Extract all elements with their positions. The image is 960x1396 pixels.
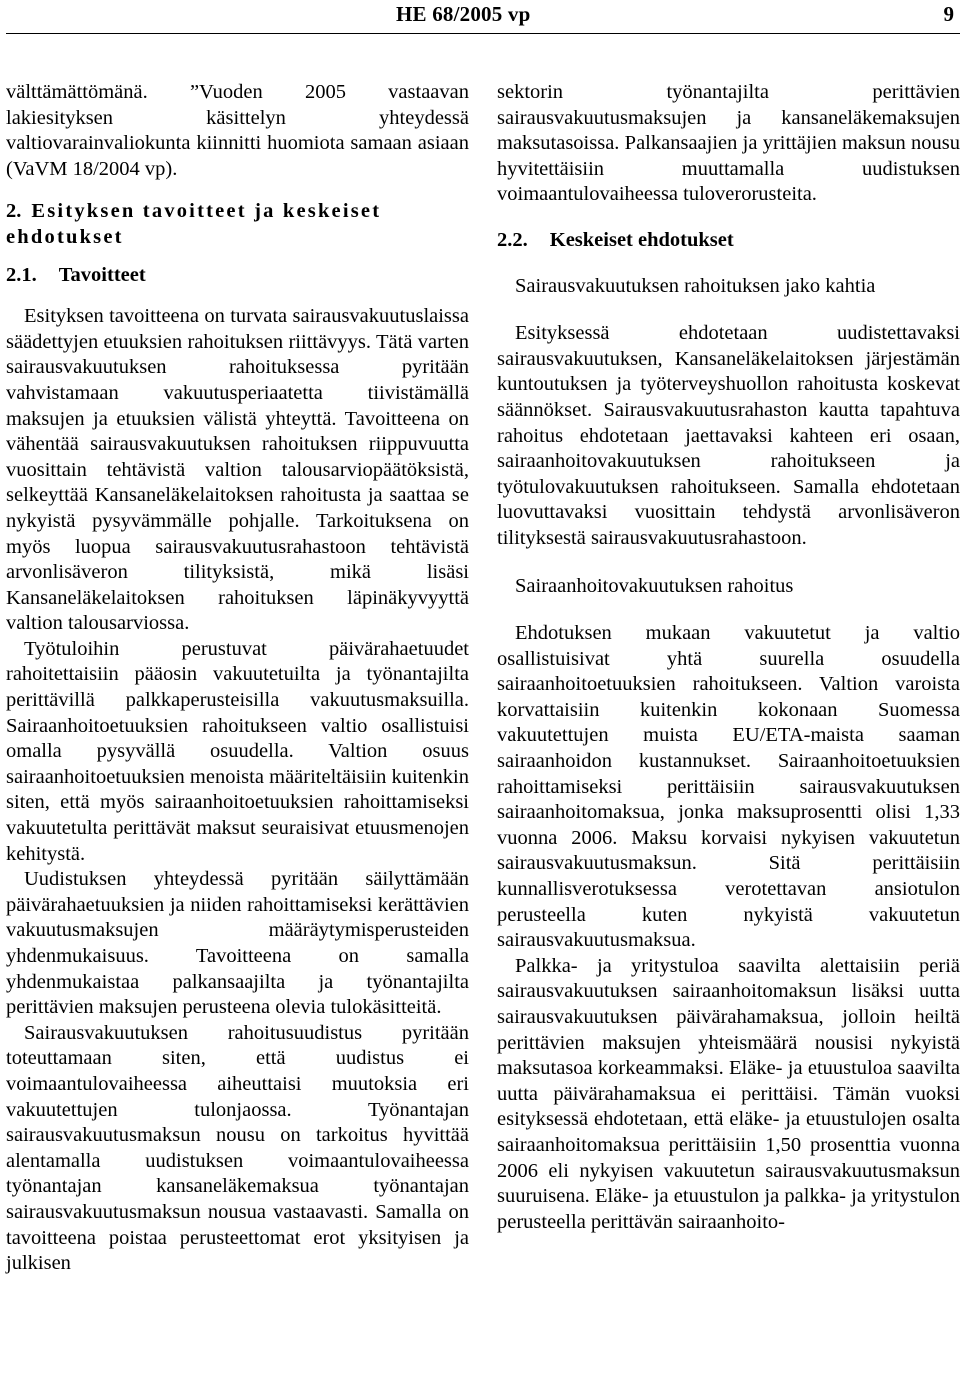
subsection-number: 2.2. [497, 228, 528, 251]
page-number: 9 [943, 2, 954, 26]
subsection-heading [497, 228, 960, 254]
body-paragraph: Esityksen tavoitteena on turvata sairausvakuutuslaissa säädettyjen etuuksien rahoituksen riittävyys. Tätä varten sairausvakuutuksen rahoituksessa pyritään vahvistamaan vakuutusperiaatetta tiivistämällä maksujen ja etuuksien välistä yhteyttä. Tavoitteena on vähentää sairausvakuutuksen rahoituksen riippuvuutta vuosittain tehtävistä valtion talousarviopäätöksistä, selkeyttää Kansaneläkelaitoksen rahoitusta ja saattaa se nykyistä pysyvämmälle pohjalle. Tarkoituksena on myös luopua sairausvakuutusrahastoon tehtävistä arvonlisäveron tilityksistä, mikä lisäsi Kansaneläkelaitoksen rahoituksen läpinäkyvyyttä valtion talousarviossa. [6, 305, 469, 635]
body-paragraph: Työtuloihin perustuvat päivärahaetuudet rahoitettaisiin pääosin vakuutetuilta ja työnantajilta perittävillä palkkaperusteisilla vakuutusmaksuilla. Sairaanhoitoetuuksien rahoitukseen valtio osallistuisi omalla pysyvällä osuudella. Valtion osuus sairaanhoitoetuuksien menoista määriteltäisiin kuitenkin siten, että myös sairaanhoitoetuuksien rahoittamiseksi vakuutetulta perittävät maksut seuraisivat etuusmenojen kehitystä. [6, 637, 469, 865]
body-paragraph: Esityksessä ehdotetaan uudistettavaksi sairausvakuutuksen, Kansaneläkelaitoksen järjestämän kuntoutuksen ja työterveyshuollon rahoitusta koskevat säännökset. Sairausvakuutusrahaston kautta tapahtuva rahoitus ehdotetaan jaettavaksi kahteen eri osaan, sairaanhoitovakuutuksen rahoitukseen ja työtulovakuutuksen rahoitukseen. Samalla ehdotetaan luovuttavaksi vuosittain tehdystä arvonlisäveron tilityksestä sairausvakuutusrahastoon. [497, 322, 960, 549]
intro-paragraph: välttämättömänä. ”Vuoden 2005 vastaavan lakiesityksen käsittelyn yhteydessä valtiovarainvaliokunta kiinnitti huomiota samaan asiaan (VaVM 18/2004 vp). [6, 81, 469, 180]
subsection-title: Tavoitteet [58, 263, 146, 286]
body-paragraph: Sairausvakuutuksen rahoitusuudistus pyritään toteuttamaan siten, että uudistus ei voimaantulovaiheessa aiheuttaisi muutoksia eri vakuutettujen tulonjaossa. Työnantajan sairausvakuutusmaksun nousu on tarkoitus hyvittää alentamalla uudistuksen voimaantulovaiheessa työnantajan kansaneläkemaksua työnantajan sairausvakuutusmaksun nousua vastaavasti. Samalla on tavoitteena poistaa perusteettomat erot yksityisen ja julkisen [6, 1021, 469, 1275]
header-rule [6, 33, 960, 34]
body-paragraph: Ehdotuksen mukaan vakuutetut ja valtio osallistuisivat yhtä suurella osuudella sairaanhoitoetuuksien rahoitukseen. Valtion varoista korvattaisiin kuitenkin kokonaan Suomessa vakuutettujen muista EU/ETA-maista saaman sairaanhoidon kustannukset. Sairaanhoitoetuuksien rahoittamiseksi perittäisiin sairausvakuutuksen sairaanhoitomaksua, jonka maksuprosentti olisi 1,33 vuonna 2006. Maksu korvaisi nykyisen vakuutetun sairausvakuutusmaksun. Sitä perittäisiin kunnallisverotuksessa verotettavan ansiotulon perusteella kuten nykyistä vakuutetun sairausvakuutusmaksua. [497, 622, 960, 952]
section-heading [6, 199, 469, 250]
subsection-title: Keskeiset ehdotukset [549, 228, 734, 251]
left-column [6, 80, 469, 1277]
right-column [497, 80, 960, 1235]
page-header [0, 0, 960, 36]
subheading: Sairausvakuutuksen rahoituksen jako kahtia [515, 274, 876, 297]
document-id: HE 68/2005 vp [396, 2, 531, 26]
subheading: Sairaanhoitovakuutuksen rahoitus [515, 574, 794, 597]
continuation-paragraph: sektorin työnantajilta perittävien sairausvakuutusmaksujen ja kansaneläkemaksujen maksutasoissa. Palkansaajien ja yrittäjien maksun nousu hyvitettäisiin muuttamalla uudistuksen voimaantulovaiheessa tuloverorusteita. [497, 81, 960, 206]
section-title: Esityksen tavoitteet ja keskeiset ehdotukset [6, 200, 382, 248]
section-number: 2. [6, 200, 22, 223]
body-paragraph: Uudistuksen yhteydessä pyritään säilyttämään päivärahaetuuksien ja niiden rahoittamiseksi kerättävien vakuutusmaksujen määräytymisperusteiden yhdenmukaisuus. Tavoitteena on samalla yhdenmukaistaa palkansaajilta ja työnantajilta perittävien maksujen perusteena olevia tulokäsitteitä. [6, 868, 469, 1019]
subsection-number: 2.1. [6, 263, 37, 286]
subsection-heading [6, 263, 469, 289]
body-paragraph: Palkka- ja yritystuloa saavilta alettaisiin periä sairausvakuutuksen sairaanhoitomaksun lisäksi uutta sairausvakuutuksen päivärahamaksua, jolloin heiltä perittävien maksujen yhteismäärä nousisi nykyistä maksutasoa korkeammaksi. Eläke- ja etuustuloa saavilta uutta päivärahamaksua ei perittäisi. Tämän vuoksi esityksessä ehdotetaan, että eläke- ja etuustulojen osalta sairaanhoitomaksua perittäisiin 1,50 prosenttia vuonna 2006 eli nykyisen vakuutetun sairausvakuutusmaksun suuruisena. Eläke- ja etuustulon ja palkka- ja yritystulon perusteella perittävän sairaanhoito- [497, 954, 960, 1233]
